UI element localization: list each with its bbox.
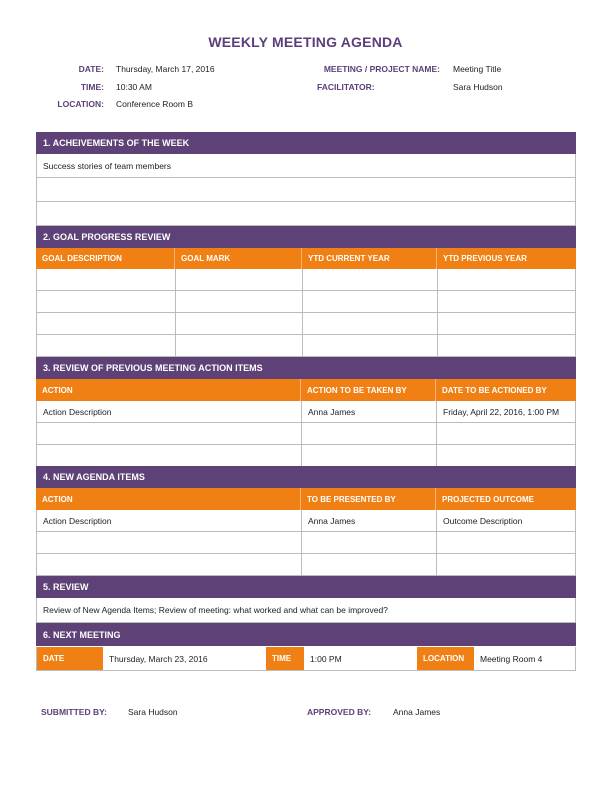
- new-agenda-table-header: [36, 488, 576, 510]
- table-cell[interactable]: [437, 532, 575, 553]
- section-previous-action-items-header: 3. REVIEW OF PREVIOUS MEETING ACTION ITEMS: [36, 357, 576, 379]
- table-cell[interactable]: [303, 335, 438, 356]
- next-time-value[interactable]: 1:00 PM: [310, 653, 342, 664]
- table-row: [37, 532, 575, 554]
- column-header: ACTION: [36, 488, 301, 510]
- table-row: [37, 401, 575, 423]
- column-header: YTD CURRENT YEAR: [302, 248, 437, 269]
- column-header: GOAL MARK: [175, 248, 302, 269]
- review-table: [36, 598, 576, 623]
- table-row: [37, 291, 575, 313]
- table-cell[interactable]: [437, 423, 575, 444]
- section-achievements-header: 1. ACHEIVEMENTS OF THE WEEK: [36, 132, 576, 154]
- table-row: [37, 598, 575, 623]
- page-title: WEEKLY MEETING AGENDA: [208, 34, 403, 50]
- table-cell[interactable]: [176, 291, 303, 312]
- date-label: DATE:: [78, 64, 104, 74]
- table-cell[interactable]: Success stories of team members: [43, 160, 172, 171]
- review-text[interactable]: Review of New Agenda Items; Review of meeting: what worked and what can be improved?: [43, 605, 388, 615]
- column-header: YTD PREVIOUS YEAR: [443, 254, 527, 263]
- table-row: [37, 510, 575, 532]
- table-row: [37, 202, 575, 226]
- table-cell[interactable]: [303, 269, 438, 290]
- table-cell[interactable]: [37, 313, 176, 334]
- table-cell[interactable]: [438, 335, 575, 356]
- location-value: Conference Room B: [116, 99, 194, 109]
- table-cell[interactable]: Outcome Description: [443, 515, 523, 526]
- facilitator-label: FACILITATOR:: [317, 82, 375, 92]
- table-cell[interactable]: [37, 291, 176, 312]
- table-cell[interactable]: [302, 532, 437, 553]
- table-cell[interactable]: [302, 554, 437, 575]
- table-cell[interactable]: [303, 291, 438, 312]
- table-cell[interactable]: [176, 269, 303, 290]
- new-agenda-table: [36, 510, 576, 576]
- table-cell[interactable]: [37, 335, 176, 356]
- approved-by-label: APPROVED BY:: [307, 707, 372, 717]
- table-cell[interactable]: [176, 313, 303, 334]
- time-label: TIME:: [80, 82, 104, 92]
- table-cell[interactable]: [37, 269, 176, 290]
- table-row: [37, 445, 575, 467]
- table-row: [37, 313, 575, 335]
- table-cell[interactable]: [302, 445, 437, 466]
- next-meeting-row: [36, 647, 576, 671]
- previous-actions-table: [36, 401, 576, 467]
- location-label: LOCATION:: [57, 99, 104, 109]
- column-header: TO BE PRESENTED BY: [301, 488, 436, 510]
- column-header: ACTION: [36, 379, 301, 401]
- previous-actions-table-header: [36, 379, 576, 401]
- column-header: ACTION TO BE TAKEN BY: [301, 379, 436, 401]
- achievements-table: [36, 154, 576, 226]
- submitted-by-label: SUBMITTED BY:: [41, 707, 107, 717]
- table-cell[interactable]: [438, 269, 575, 290]
- goal-table: [36, 269, 576, 357]
- approved-by-value: Anna James: [393, 707, 441, 717]
- next-date-value[interactable]: Thursday, March 23, 2016: [109, 653, 208, 664]
- next-date-label: DATE: [37, 647, 103, 670]
- table-cell[interactable]: [37, 202, 575, 225]
- next-location-value[interactable]: Meeting Room 4: [480, 653, 543, 664]
- table-row: [37, 154, 575, 178]
- section-next-meeting-header: 6. NEXT MEETING: [36, 623, 576, 646]
- submitted-by-value: Sara Hudson: [128, 707, 178, 717]
- table-row: [37, 269, 575, 291]
- table-cell[interactable]: [303, 313, 438, 334]
- time-value: 10:30 AM: [116, 82, 152, 92]
- table-cell[interactable]: [37, 445, 302, 466]
- next-location-label: LOCATION: [417, 647, 474, 670]
- table-cell[interactable]: [37, 532, 302, 553]
- table-cell[interactable]: Action Description: [37, 510, 302, 531]
- table-cell[interactable]: [37, 423, 302, 444]
- table-cell[interactable]: Action Description: [37, 401, 302, 422]
- date-value: Thursday, March 17, 2016: [116, 64, 215, 74]
- project-value: Meeting Title: [453, 64, 502, 74]
- table-cell[interactable]: [437, 445, 575, 466]
- table-cell[interactable]: [438, 313, 575, 334]
- section-review-header: 5. REVIEW: [36, 576, 576, 598]
- column-header: GOAL DESCRIPTION: [36, 248, 175, 269]
- next-time-label: TIME: [266, 647, 304, 670]
- table-cell[interactable]: [37, 178, 575, 201]
- table-cell[interactable]: [302, 423, 437, 444]
- table-cell[interactable]: Friday, April 22, 2016, 1:00 PM: [443, 406, 560, 417]
- table-row: [37, 423, 575, 445]
- table-cell[interactable]: Anna James: [302, 510, 437, 531]
- table-row: [37, 335, 575, 357]
- section-goal-progress-header: 2. GOAL PROGRESS REVIEW: [36, 226, 576, 248]
- table-cell[interactable]: [37, 554, 302, 575]
- column-header: DATE TO BE ACTIONED BY: [442, 385, 547, 395]
- table-cell[interactable]: Anna James: [302, 401, 437, 422]
- table-cell[interactable]: [437, 554, 575, 575]
- table-row: [37, 178, 575, 202]
- column-header: PROJECTED OUTCOME: [442, 494, 535, 504]
- table-row: [37, 554, 575, 576]
- table-cell[interactable]: [438, 291, 575, 312]
- goal-table-header: [36, 248, 576, 269]
- table-cell[interactable]: [176, 335, 303, 356]
- section-new-agenda-items-header: 4. NEW AGENDA ITEMS: [36, 466, 576, 488]
- project-label: MEETING / PROJECT NAME:: [323, 64, 440, 74]
- facilitator-value: Sara Hudson: [453, 82, 503, 92]
